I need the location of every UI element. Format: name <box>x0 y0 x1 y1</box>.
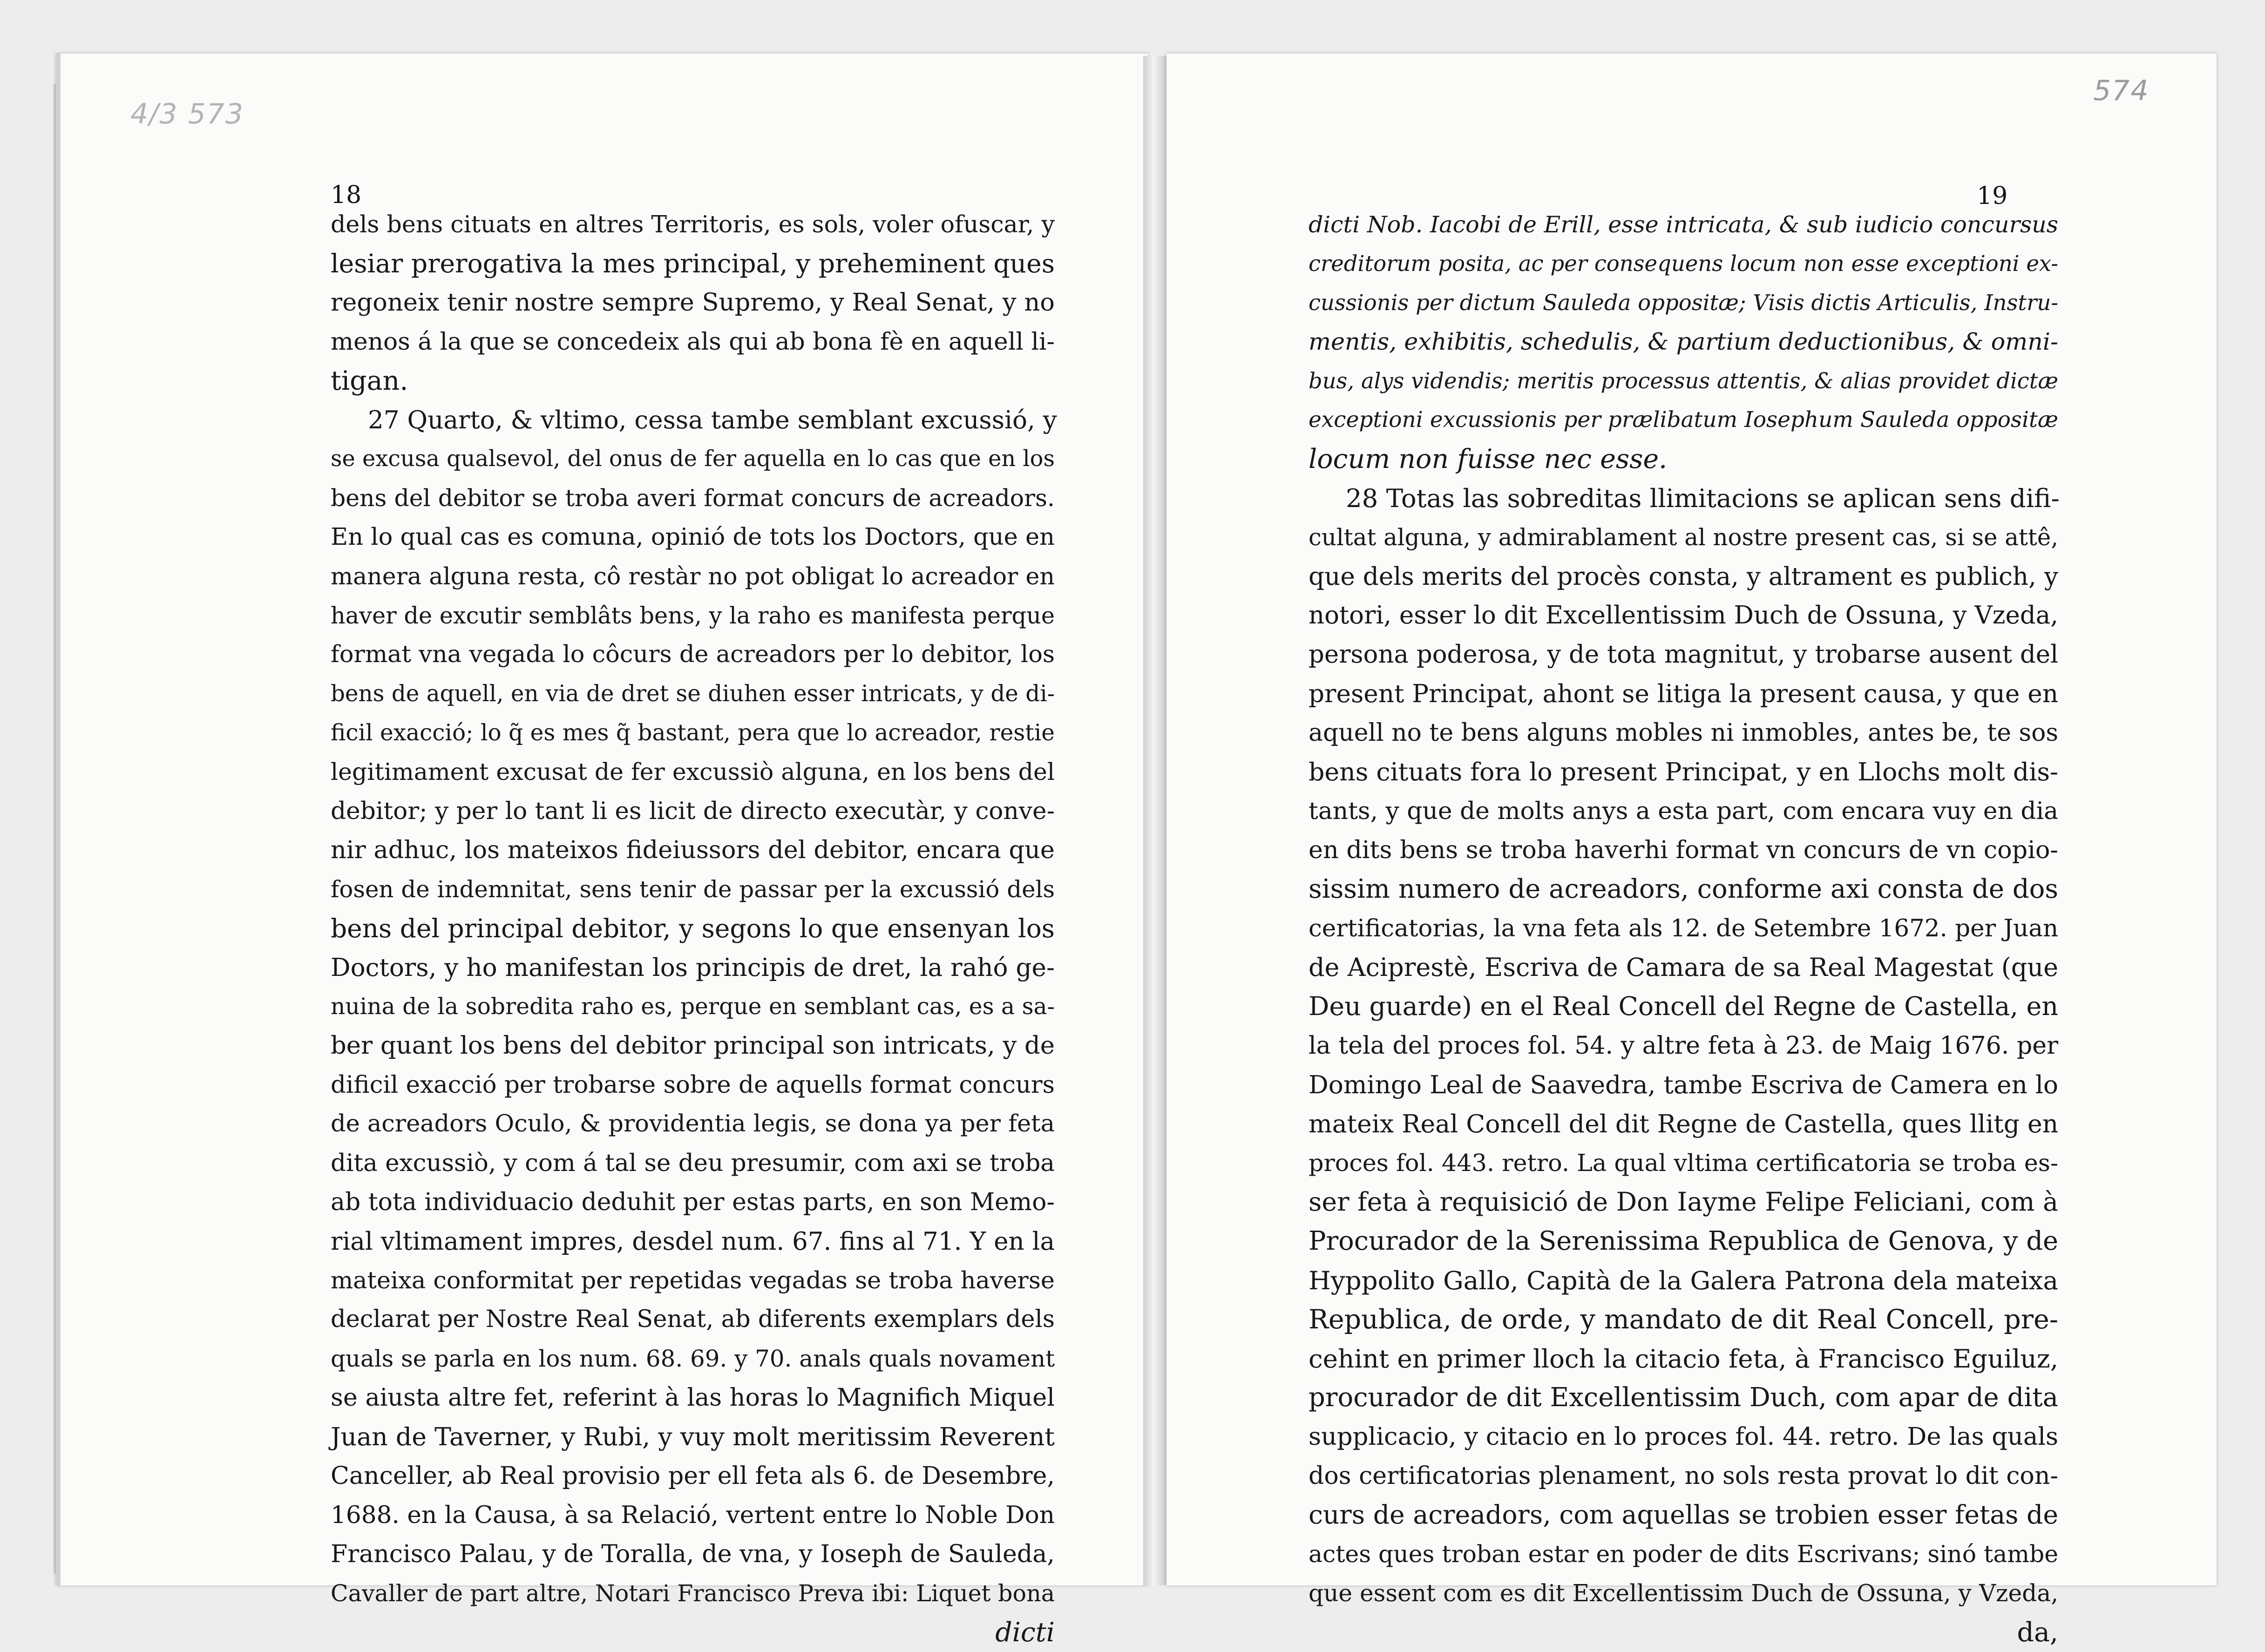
text-line: dificil exacció per trobarse sobre de aquells format concurs <box>331 1071 1055 1099</box>
text-line: debitor; y per lo tant li es licit de directo executàr, y conve- <box>331 797 1055 825</box>
text-line: ficil exacció; lo q̃ es mes q̃ bastant, pera que lo acreador, restie <box>331 720 1055 746</box>
handwritten-folio-number: 574 <box>2093 74 2150 107</box>
text-line: format vna vegada lo côcurs de acreadors per lo debitor, los <box>331 641 1055 668</box>
text-line: aquell no te bens alguns mobles ni inmobles, antes be, te sos <box>1309 719 2059 747</box>
text-line: legitimament excusat de fer excussiò alguna, en los bens del <box>331 758 1055 785</box>
text-line: bens del principal debitor, y segons lo que ensenyan los <box>331 914 1055 943</box>
text-line: de Aciprestè, Escriva de Camara de sa Real Magestat (que <box>1309 953 2058 982</box>
text-line: de acreadors Oculo, & providentia legis, se dona ya per feta <box>331 1110 1055 1137</box>
text-line: Procurador de la Serenissima Republica de Genova, y de <box>1309 1226 2058 1256</box>
text-line: bus, alys videndis; meritis processus attentis, & alias providet dictæ <box>1309 368 2058 393</box>
text-line: locum non fuisse nec esse. <box>1309 444 1668 474</box>
text-line: rial vltimament impres, desdel num. 67. fins al 71. Y en la <box>331 1227 1055 1256</box>
text-line: bens del debitor se troba averi format concurs de acreadors. <box>331 484 1055 512</box>
text-line: present Principat, ahont se litiga la present causa, y que en <box>1309 679 2058 708</box>
text-line: creditorum posita, ac per consequens locum non esse exceptioni ex- <box>1309 251 2058 276</box>
text-line: lesiar prerogativa la mes principal, y preheminent ques <box>331 249 1055 278</box>
text-line: en dits bens se troba haverhi format vn concurs de vn copio- <box>1309 836 2058 864</box>
text-line: dita excussiò, y com á tal se deu presumir, com axi se troba <box>331 1149 1055 1177</box>
text-line: haver de excutir semblâts bens, y la raho es manifesta perque <box>331 602 1055 629</box>
text-line: bens de aquell, en via de dret se diuhen esser intricats, y de di- <box>331 681 1055 707</box>
text-line: actes ques troban estar en poder de dits Escrivans; sinó tambe <box>1309 1540 2058 1568</box>
text-line: quals se parla en los num. 68. 69. y 70. anals quals novament <box>331 1345 1055 1372</box>
text-line: En lo qual cas es comuna, opinió de tots los Doctors, que en <box>331 523 1055 551</box>
text-line: Domingo Leal de Saavedra, tambe Escriva de Camera en lo <box>1309 1070 2058 1099</box>
text-line: exceptioni excussionis per prælibatum Iosephum Sauleda oppositæ <box>1309 407 2058 433</box>
text-line: Francisco Palau, y de Toralla, de vna, y Ioseph de Sauleda, <box>331 1540 1055 1568</box>
text-line: nir adhuc, los mateixos fideiussors del debitor, encara que <box>331 836 1055 864</box>
right-page-text <box>1309 205 2058 1652</box>
text-line: Doctors, y ho manifestan los principis de dret, la rahó ge- <box>331 953 1055 982</box>
text-line: 27 Quarto, & vltimo, cessa tambe semblant excussió, y <box>368 406 1057 434</box>
text-line: regoneix tenir nostre sempre Supremo, y Real Senat, y no <box>331 288 1055 317</box>
text-line: curs de acreadors, com aquellas se trobien esser fetas de <box>1309 1500 2058 1530</box>
text-line: 28 Totas las sobreditas llimitacions se aplican sens difi- <box>1346 483 2060 513</box>
text-line: mentis, exhibitis, schedulis, & partium deductionibus, & omni- <box>1309 328 2058 355</box>
text-line: dels bens cituats en altres Territoris, es sols, voler ofuscar, y <box>331 210 1055 238</box>
text-line: mateixa conformitat per repetidas vegadas se troba haverse <box>331 1266 1055 1294</box>
text-line: sissim numero de acreadors, conforme axi consta de dos <box>1309 874 2058 904</box>
page-number-right: 19 <box>1977 182 2008 210</box>
text-line: nuina de la sobredita raho es, perque en semblant cas, es a sa- <box>331 994 1055 1020</box>
left-page <box>56 54 1148 1648</box>
text-line: ser feta à requisició de Don Iayme Felipe Feliciani, com à <box>1309 1187 2058 1217</box>
text-line: tigan. <box>331 366 408 396</box>
text-line: se excusa qualsevol, del onus de fer aquella en lo cas que en los <box>331 446 1055 472</box>
text-line: Juan de Taverner, y Rubi, y vuy molt meritissim Reverent <box>331 1422 1055 1451</box>
text-line: Canceller, ab Real provisio per ell feta als 6. de Desembre, <box>331 1462 1055 1490</box>
text-line: da, <box>2017 1617 2058 1648</box>
text-line: declarat per Nostre Real Senat, ab diferents exemplars dels <box>331 1306 1055 1333</box>
text-line: manera alguna resta, cô restàr no pot obligat lo acreador en <box>331 562 1055 590</box>
text-line: tants, y que de molts anys a esta part, com encara vuy en dia <box>1309 797 2058 825</box>
text-line: Hyppolito Gallo, Capità de la Galera Patrona dela mateixa <box>1309 1266 2058 1295</box>
text-line: ber quant los bens del debitor principal son intricats, y de <box>331 1031 1055 1060</box>
text-line: Deu guarde) en el Real Concell del Regne de Castella, en <box>1309 992 2058 1022</box>
text-line: que essent com es dit Excellentissim Duch de Ossuna, y Vzeda, <box>1309 1579 2058 1607</box>
handwritten-inventory-note: 4/3 573 <box>130 98 244 130</box>
right-page <box>1166 54 2217 1648</box>
text-line: dos certificatorias plenament, no sols resta provat lo dit con- <box>1309 1462 2058 1490</box>
text-line: fosen de indemnitat, sens tenir de passar per la excussió dels <box>331 876 1055 903</box>
text-line: notori, esser lo dit Excellentissim Duch de Ossuna, y Vzeda, <box>1309 601 2058 630</box>
text-line: proces fol. 443. retro. La qual vltima certificatoria se troba es- <box>1309 1149 2058 1177</box>
text-line: persona poderosa, y de tota magnitut, y trobarse ausent del <box>1309 640 2058 669</box>
book-gutter <box>1143 56 1166 1585</box>
text-line: mateix Real Concell del dit Regne de Castella, ques llitg en <box>1309 1109 2059 1138</box>
text-line: cehint en primer lloch la citacio feta, à Francisco Eguiluz, <box>1309 1344 2058 1374</box>
text-line: ab tota individuacio deduhit per estas parts, en son Memo- <box>331 1188 1055 1216</box>
text-line: Republica, de orde, y mandato de dit Real Concell, pre- <box>1309 1304 2058 1335</box>
text-line: dicti <box>995 1617 1055 1648</box>
text-line: cultat alguna, y admirablament al nostre present cas, si se attê, <box>1309 524 2058 551</box>
text-line: procurador de dit Excellentissim Duch, com apar de dita <box>1309 1382 2058 1413</box>
text-line: menos á la que se concedeix als qui ab bona fè en aquell li- <box>331 328 1055 356</box>
text-line: dicti Nob. Iacobi de Erill, esse intricata, & sub iudicio concursus <box>1309 211 2058 238</box>
text-line: 1688. en la Causa, à sa Relació, vertent entre lo Noble Don <box>331 1501 1055 1529</box>
text-line: supplicacio, y citacio en lo proces fol. 44. retro. De las quals <box>1309 1422 2059 1451</box>
page-number-left: 18 <box>331 181 362 209</box>
text-line: bens cituats fora lo present Principat, y en Llochs molt dis- <box>1309 757 2059 786</box>
text-line: Cavaller de part altre, Notari Francisco Preva ibi: Liquet bona <box>331 1580 1055 1607</box>
text-line: cussionis per dictum Sauleda oppositæ; Visis dictis Articulis, Instru- <box>1309 290 2058 315</box>
text-line: la tela del proces fol. 54. y altre feta à 23. de Maig 1676. per <box>1309 1032 2059 1060</box>
text-line: certificatorias, la vna feta als 12. de Setembre 1672. per Juan <box>1309 914 2059 942</box>
text-line: que dels merits del procès consta, y altrament es publich, y <box>1309 562 2058 591</box>
text-line: se aiusta altre fet, referint à las horas lo Magnifich Miquel <box>331 1383 1055 1412</box>
left-page-text <box>331 205 1055 1652</box>
